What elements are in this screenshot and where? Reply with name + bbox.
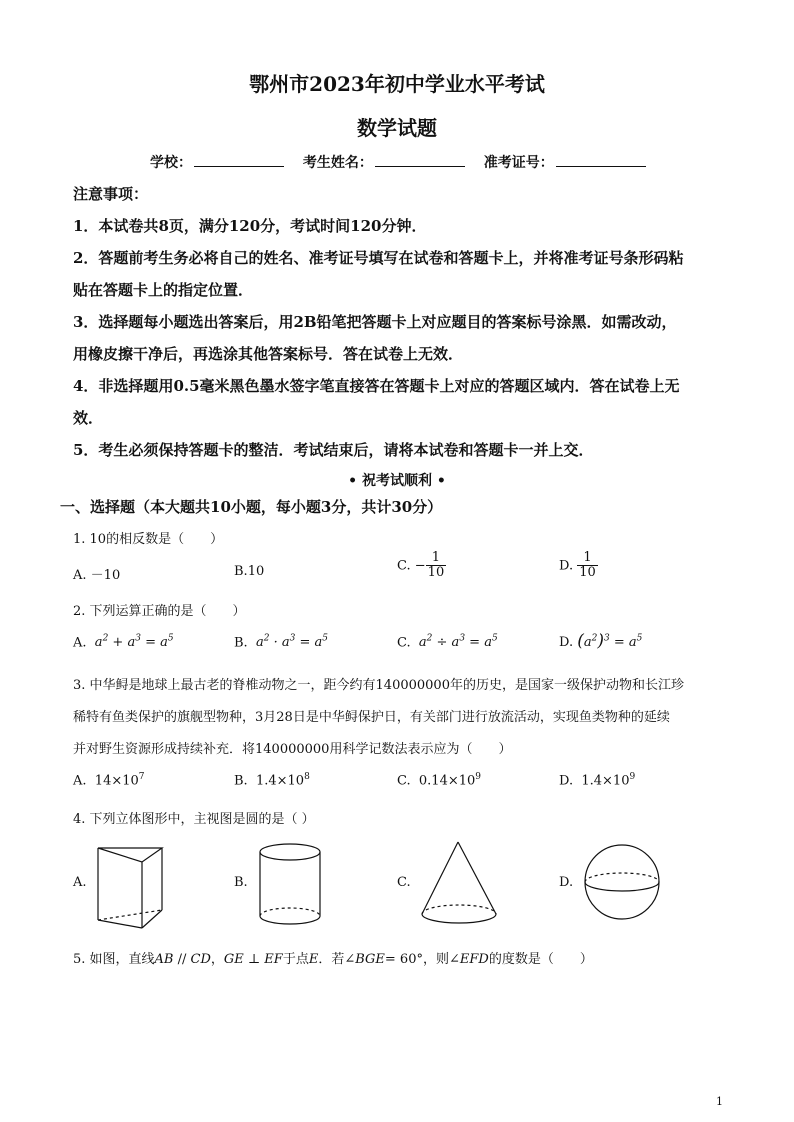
section-heading: 一、选择题（本大题共10小题，每小题3分，共计30分） [60, 498, 443, 516]
q1-option-b[interactable]: B.10 [234, 564, 265, 579]
exam-number-label: 准考证号： [483, 155, 554, 171]
notice-item: 用橡皮擦干净后，再选涂其他答案标号．答在试卷上无效． [73, 345, 464, 363]
math-expression: $a^2 + a^3 = a^5$ [94, 634, 174, 651]
q4-option-a-label[interactable]: A. [73, 875, 87, 890]
name-label: 考生姓名： [302, 155, 373, 171]
question-3-stem: 3. 中华鲟是地球上最古老的脊椎动物之一，距今约有140000000年的历史，是国家一级保护动物和长江珍 [73, 678, 684, 693]
exam-number-blank[interactable] [556, 154, 646, 167]
name-blank[interactable] [375, 154, 465, 167]
page-subtitle: 数学试题 [357, 116, 437, 140]
notice-item: 5．考生必须保持答题卡的整洁．考试结束后，请将本试卷和答题卡一并上交． [73, 441, 594, 459]
notice-item: 4．非选择题用0.5毫米黑色墨水签字笔直接答在答题卡上对应的答题区域内．答在试卷上无 [73, 377, 680, 395]
q2-option-b[interactable]: B. $a^2 \cdot a^3 = a^5$ [234, 634, 328, 651]
question-1-stem: 1. 10的相反数是（ ） [73, 532, 224, 547]
q2-option-a[interactable]: A. $a^2 + a^3 = a^5$ [73, 634, 174, 651]
q3-option-a[interactable]: A. $14\times 10^7$ [73, 772, 145, 789]
info-fields [150, 152, 652, 172]
q4-option-d-label[interactable]: D. [559, 875, 574, 890]
cone-figure [418, 838, 502, 930]
q2-option-c[interactable]: C. $a^2 \div a^3 = a^5$ [397, 634, 498, 651]
q2-option-d[interactable]: D. $(a^2)^3 = a^5$ [559, 631, 643, 651]
question-4-stem: 4. 下列立体图形中，主视图是圆的是（ ） [73, 812, 315, 827]
math-expression: $(a^2)^3 = a^5$ [577, 631, 643, 651]
q4-option-b-label[interactable]: B. [234, 875, 248, 890]
notice-item: 3．选择题每小题选出答案后，用2B铅笔把答题卡上对应题目的答案标号涂黑．如需改动， [73, 313, 677, 331]
cylinder-figure [256, 840, 326, 930]
q4-option-c-label[interactable]: C. [397, 875, 411, 890]
question-3-stem: 稀特有鱼类保护的旗舰型物种，3月28日是中华鲟保护日，有关部门进行放流活动，实现鱼类物种的延续 [73, 710, 670, 725]
q1-option-d[interactable]: D. $\frac{1}{10}$ [559, 550, 596, 581]
q3-option-d[interactable]: D. $1.4\times 10^9$ [559, 772, 636, 789]
math-expression: $a^2 \div a^3 = a^5$ [418, 634, 498, 651]
question-5-stem: 5. 如图，直线AB // CD，GE ⊥ EF于点E．若∠BGE= 60°，则∠EFD的度数是（ ） [73, 952, 593, 967]
sphere-figure [582, 842, 664, 924]
school-label: 学校： [150, 155, 192, 171]
notice-item: 贴在答题卡上的指定位置． [73, 281, 254, 299]
question-2-stem: 2. 下列运算正确的是（ ） [73, 604, 246, 619]
q3-option-b[interactable]: B. $1.4\times 10^8$ [234, 772, 310, 789]
q3-option-c[interactable]: C. $0.14\times 10^9$ [397, 772, 482, 789]
q1-option-a[interactable]: A. －10 [73, 568, 121, 583]
notice-heading: 注意事项： [73, 185, 149, 203]
notice-item: 2．答题前考生务必将自己的姓名、准考证号填写在试卷和答题卡上，并将准考证号条形码粘 [73, 249, 684, 267]
triangular-prism-figure [92, 840, 172, 930]
school-blank[interactable] [194, 154, 284, 167]
good-luck-text: • 祝考试顺利 • [348, 473, 446, 489]
q1-option-c[interactable]: C. − $\frac{1}{10}$ [397, 550, 445, 581]
page-title: 鄂州市2023年初中学业水平考试 [249, 72, 545, 96]
page-number: 1 [716, 1095, 723, 1108]
math-expression: $a^2 \cdot a^3 = a^5$ [255, 634, 328, 651]
question-3-stem: 并对野生资源形成持续补充．将140000000用科学记数法表示应为（ ） [73, 742, 512, 757]
notice-item: 效． [73, 409, 104, 427]
fraction: $\frac{1}{10}$ [427, 550, 445, 581]
fraction: $\frac{1}{10}$ [579, 550, 596, 581]
notice-item: 1．本试卷共8页，满分120分，考试时间120分钟． [73, 217, 427, 235]
